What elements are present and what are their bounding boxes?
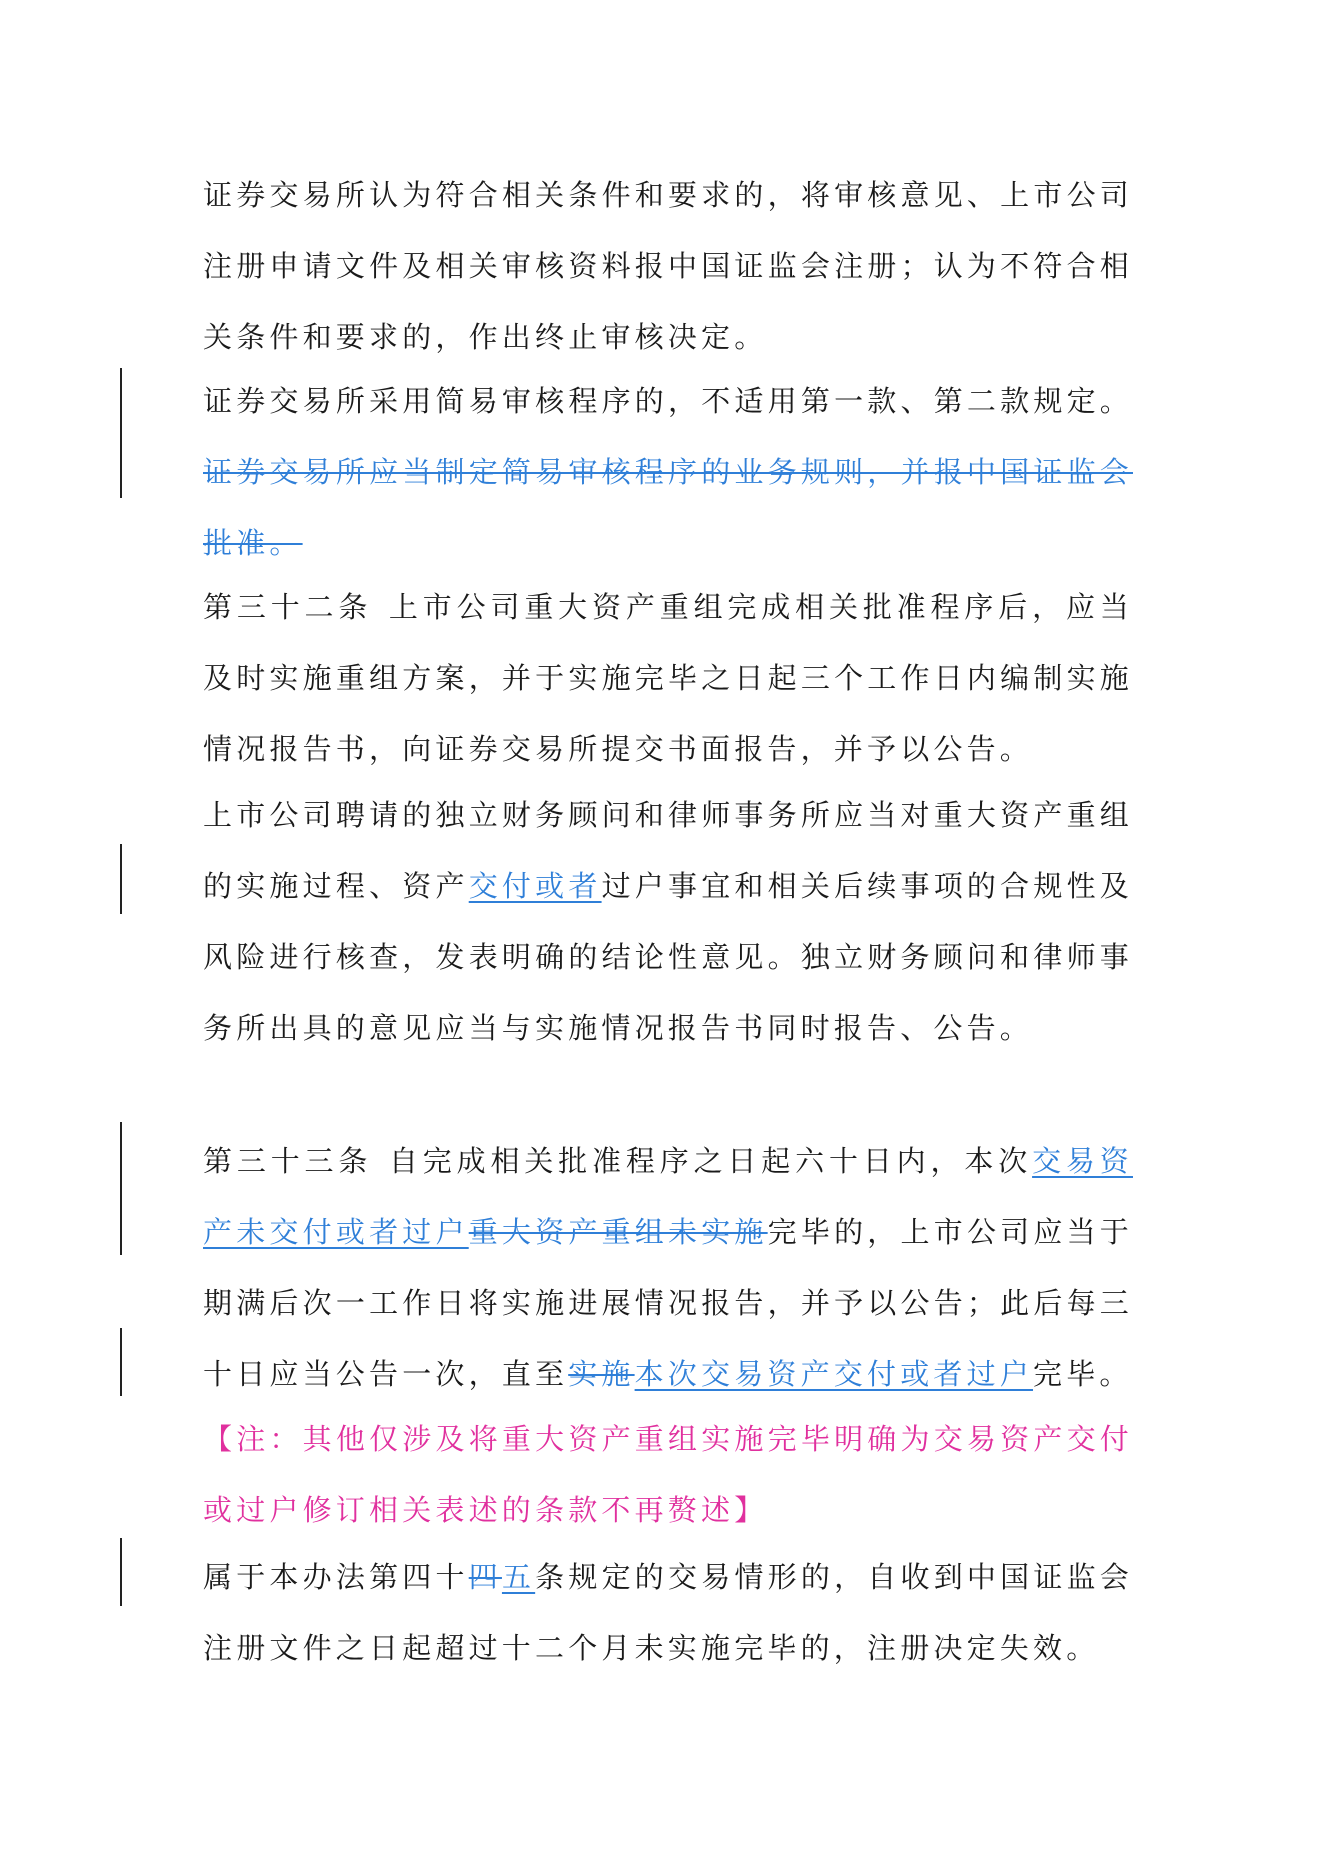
paragraph-text: 证券交易所采用简易审核程序的，不适用第一款、第二款规定。 [203,384,1133,418]
article-33 [203,1126,1133,1410]
change-bar [120,1328,122,1396]
change-bar [120,368,122,498]
paragraph-advisor-verification [203,780,1133,1064]
paragraph-text: 条规定的交易情形的，自收到中国证监会注册文件之日起超过十二个月未实施完毕的，注册决定失效。 [203,1560,1133,1665]
article-body: 完毕。 [1033,1357,1133,1391]
inserted-text: 交付或者 [468,869,602,903]
paragraph-text: 过户事宜和相关后续事项的合规性及风险进行核查，发表明确的结论性意见。独立财务顾问和律师事务所出具的意见应当与实施情况报告书同时报告、公告。 [203,869,1133,1045]
note-text: 【注：其他仅涉及将重大资产重组实施完毕明确为交易资产交付或过户修订相关表述的条款不再赘述】 [203,1422,1133,1527]
article-32 [203,572,1133,785]
deleted-text: 实施 [568,1357,635,1391]
paragraph-text: 属于本办法第四十 [203,1560,469,1594]
change-bar [120,1122,122,1255]
inserted-text: 交易资产未交付或者过户 [203,1144,1133,1249]
article-heading: 第三十二条 [203,590,373,624]
deleted-text: 重大资产重组未实施 [468,1215,768,1249]
paragraph-registration-review [203,160,1133,373]
paragraph-text: 上市公司聘请的独立财务顾问和律师事务所应当对重大资产重组的实施过程、资产 [203,798,1133,903]
editor-note [203,1404,1133,1546]
paragraph-text: 证券交易所认为符合相关条件和要求的，将审核意见、上市公司注册申请文件及相关审核资料报中国证监会注册；认为不符合相关条件和要求的，作出终止审核决定。 [203,178,1133,354]
article-body: 完毕的，上市公司应当于期满后次一工作日将实施进展情况报告，并予以公告；此后每三十日应当公告一次，直至 [203,1215,1133,1391]
paragraph-registration-expiry [203,1542,1133,1684]
article-heading: 第三十三条 [203,1144,373,1178]
change-bar [120,844,122,914]
article-body: 自完成相关批准程序之日起六十日内，本次 [388,1144,1033,1178]
deleted-text: 证券交易所应当制定简易审核程序的业务规则，并报中国证监会批准。 [203,455,1133,560]
inserted-text: 五 [501,1560,536,1594]
deleted-text: 四 [468,1560,502,1594]
change-bar [120,1538,122,1606]
inserted-text: 本次交易资产交付或者过户 [634,1357,1034,1391]
article-body: 上市公司重大资产重组完成相关批准程序后，应当及时实施重组方案，并于实施完毕之日起三个工作日内编制实施情况报告书，向证券交易所提交书面报告，并予以公告。 [203,590,1133,766]
paragraph-simplified-review [203,366,1133,579]
